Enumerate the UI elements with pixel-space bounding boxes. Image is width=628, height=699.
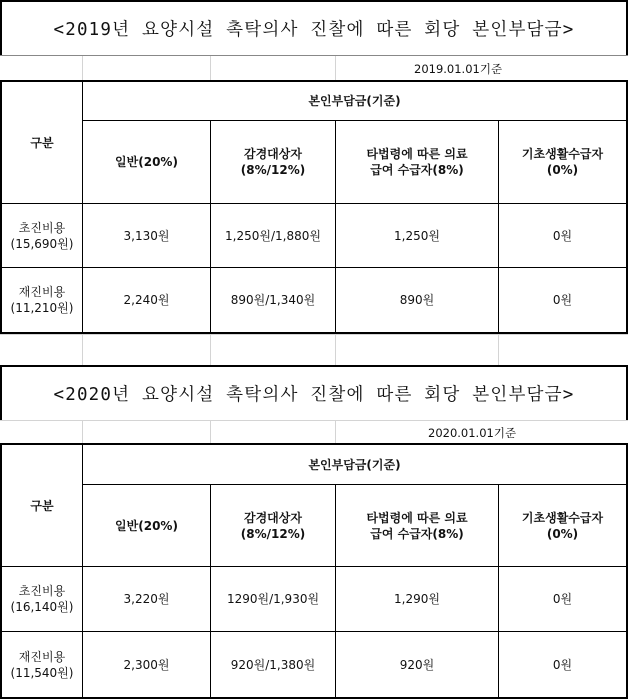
table-cell: 1290원/1,930원	[226, 592, 320, 606]
column-header: 기초생활수급자 (0%)	[521, 510, 604, 541]
table-cell: 2,300원	[123, 657, 170, 672]
table-cell: 890원/1,340원	[230, 293, 316, 307]
table-cell: 920원	[399, 657, 435, 672]
table-cell: 3,130원	[123, 228, 170, 243]
group-header-copay: 본인부담금(기준)	[308, 94, 401, 108]
reference-date: 2019.01.01기준	[414, 62, 503, 76]
table-cell: 0원	[552, 228, 573, 243]
table-cell: 2,240원	[123, 293, 170, 307]
reference-date: 2020.01.01기준	[428, 426, 517, 440]
table-cell: 890원	[399, 293, 435, 307]
table-cell: 1,250원/1,880원	[225, 228, 321, 243]
table-cell: 0원	[552, 293, 573, 307]
column-header: 기초생활수급자 (0%)	[521, 147, 604, 177]
row-header-category: 구분	[30, 498, 54, 513]
table-cell: 1,290원	[394, 592, 440, 606]
group-header-copay: 본인부담금(기준)	[308, 457, 401, 472]
table-cell: 0원	[552, 657, 573, 672]
column-header: 타법령에 따른 의료 급여 수급자(8%)	[366, 147, 468, 177]
column-header: 감경대상자 (8%/12%)	[240, 510, 306, 541]
table-cell: 0원	[552, 592, 573, 606]
row-label: 재진비용 (11,540원)	[10, 649, 74, 680]
column-header: 타법령에 따른 의료 급여 수급자(8%)	[366, 510, 468, 541]
row-header-category: 구분	[30, 135, 54, 150]
table-title: <2019년 요양시설 촉탁의사 진찰에 따른 회당 본인부담금>	[53, 20, 575, 40]
column-header: 감경대상자 (8%/12%)	[240, 147, 306, 177]
row-label: 초진비용 (16,140원)	[10, 584, 74, 614]
column-header: 일반(20%)	[115, 155, 178, 169]
row-label: 초진비용 (15,690원)	[10, 220, 74, 251]
table-title: <2020년 요양시설 촉탁의사 진찰에 따른 회당 본인부담금>	[53, 385, 575, 405]
column-header: 일반(20%)	[115, 518, 178, 533]
table-cell: 920원/1,380원	[230, 657, 316, 672]
table-cell: 1,250원	[394, 228, 440, 243]
table-cell: 3,220원	[123, 592, 170, 606]
row-label: 재진비용 (11,210원)	[10, 285, 74, 315]
